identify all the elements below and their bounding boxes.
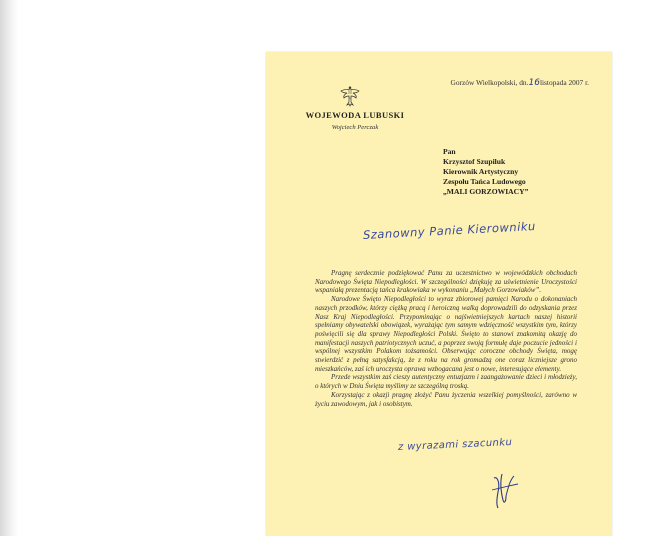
body-paragraph: Przede wszystkim zaś cieszy autentyczny entuzjazm i zaangażowanie dzieci i młodzieży, o których w Dniu Święta myślimy ze szczególną troską. bbox=[315, 373, 577, 391]
letter-page bbox=[266, 52, 612, 536]
addressee-line: Kierownik Artystyczny bbox=[443, 167, 519, 176]
handwritten-closing: z wyrazami szacunku bbox=[397, 437, 513, 453]
page-gutter-shadow bbox=[0, 0, 18, 536]
body-paragraph: Pragnę serdecznie podziękować Panu za uczestnictwo w wojewódzkich obchodach Narodowego Święta Niepodległości. W szczególności dziękuję za uświetnienie Uroczystości wspaniałą prezentacją tańca krakowiaka w wykonaniu „Małych Gorzowiaków”. bbox=[315, 269, 577, 295]
addressee-block bbox=[443, 147, 603, 197]
handwritten-salutation: Szanowny Panie Kierowniku bbox=[362, 218, 537, 242]
date-place: Gorzów Wielkopolski, dn. bbox=[450, 78, 529, 87]
addressee-line: Pan bbox=[443, 147, 456, 156]
office-title: WOJEWODA LUBUSKI bbox=[305, 110, 405, 120]
date-line bbox=[451, 78, 590, 88]
addressee-line: Zespołu Tańca Ludowego bbox=[443, 177, 526, 186]
body-paragraph: Narodowe Święto Niepodległości to wyraz zbiorowej pamięci Narodu o dokonaniach naszych przodków, którzy ciężką pracą i heroiczną walką doprowadzili do odzyskania przez Nasz Kraj Niepodległości. Przypominając o najświetniejszych kartach naszej historii spełniamy obywatelski obowiązek, wyrażając tym samym wdzięczność wszystkim tym, którzy poświęcili się dla sprawy Niepodległości Polski. Święto to stanowi znakomitą okazję do manifestacji naszych patriotycznych uczuć, a poprzez swoją formułę daje poczucie jedności i wspólnej wszystkim Polakom tożsamości. Obserwując coroczne obchody Święta, mogę stwierdzić z pełną satysfakcją, że z roku na rok gromadzą one coraz liczniejsze grono mieszkańców, zaś ich uroczysta oprawa wzbogacana jest o nowe, interesujące elementy. bbox=[315, 295, 577, 373]
official-name: Wojciech Perczak bbox=[331, 124, 379, 131]
polish-eagle-emblem-icon bbox=[340, 84, 360, 108]
date-month-year: listopada 2007 r. bbox=[539, 78, 589, 87]
right-margin bbox=[612, 0, 650, 536]
body-paragraph: Korzystając z okazji pragnę złożyć Panu życzenia wszelkiej pomyślności, zarówno w życiu zawodowym, jak i osobistym. bbox=[315, 390, 577, 408]
date-day-handwritten: 16 bbox=[528, 78, 540, 88]
addressee-line: Krzysztof Szupiluk bbox=[443, 157, 506, 166]
signature-mark bbox=[488, 470, 524, 510]
letter-body bbox=[315, 269, 577, 408]
addressee-line: „MALI GORZOWIACY” bbox=[443, 187, 529, 196]
